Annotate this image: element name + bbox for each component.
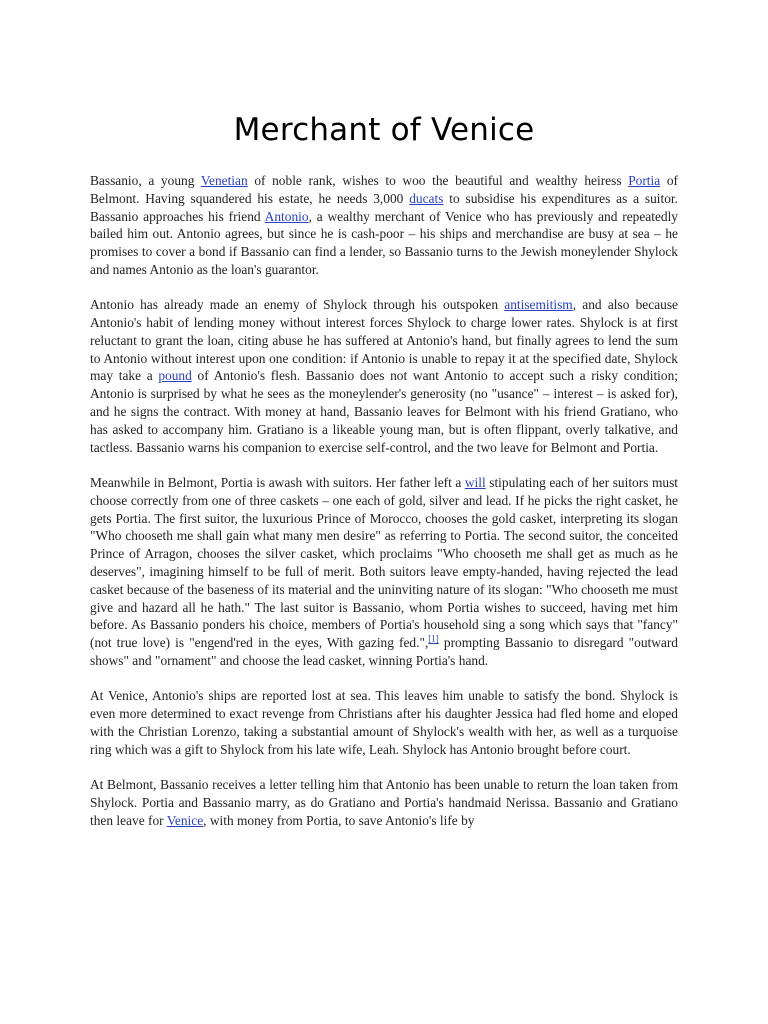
paragraph-4 — [90, 687, 678, 758]
paragraph-5 — [90, 776, 678, 829]
document-page — [90, 108, 678, 847]
paragraph-text: , with money from Portia, to save Antonio's life by — [203, 812, 475, 828]
paragraph-2 — [90, 296, 678, 456]
paragraph-text: Bassanio, a young — [90, 173, 201, 188]
paragraph-3 — [90, 474, 678, 670]
paragraph-text: At Belmont, Bassanio receives a letter telling him that Antonio has been unable to return the loan taken from Shylock. Portia and Bassanio marry, as do Gratiano and Portia's handmaid Nerissa. Bassanio and Gratiano then leave for — [90, 776, 678, 828]
paragraph-text: to subsidise his expenditures as a suitor. Bassanio approaches his friend — [90, 190, 678, 224]
link-portia[interactable]: Portia — [628, 173, 661, 188]
link-pound[interactable]: pound — [158, 368, 192, 384]
paragraph-text: of Belmont. Having squandered his estate, he needs 3,000 — [90, 173, 678, 206]
paragraph-text: prompting Bassanio to disregard "outward shows" and "ornament" and choose the lead casket, winning Portia's hand. — [90, 635, 678, 668]
paragraph-text: At Venice, Antonio's ships are reported lost at sea. This leaves him unable to satisfy the bond. Shylock is even more determined to exact revenge from Christians after his daughter Jessica had fled home and eloped with the Christian Lorenzo, taking a substantial amount of Shylock's wealth with her, as well as a turquoise ring which was a gift to Shylock from his late wife, Leah. Shylock has Antonio brought before court. — [90, 688, 678, 757]
paragraph-text: of Antonio's flesh. Bassanio does not want Antonio to accept such a risky condition; Antonio is surprised by what he sees as the moneylender's generosity (no "usance" – interest – is asked for), and he signs the contract. With money at hand, Bassanio leaves for Belmont with his friend Gratiano, who has asked to accompany him. Gratiano is a likeable young man, but is often flippant, overly talkative, and tactless. Bassanio warns his companion to exercise self-control, and the two leave for Belmont and Portia. — [90, 368, 679, 455]
paragraph-text: of noble rank, wishes to woo the beautiful and wealthy heiress — [247, 173, 629, 188]
link-antonio[interactable]: Antonio — [264, 208, 309, 224]
link-antisemitism[interactable]: antisemitism — [504, 297, 573, 313]
paragraph-text: stipulating each of her suitors must choose correctly from one of three caskets – one each of gold, silver and lead. If he picks the right casket, he gets Portia. The first suitor, the luxurious Prince of Morocco, chooses the gold casket, interpreting its slogan "Who chooseth me shall gain what many men desire" as referring to Portia. The second suitor, the conceited Prince of Arragon, chooses the silver casket, which proclaims "Who chooseth me shall get as much as he deserves", imagining himself to be full of merit. Both suitors leave empty-handed, having rejected the lead casket because of the baseness of its material and the uninviting nature of its slogan: "Who chooseth me must give and hazard all he hath." The last suitor is Bassanio, whom Portia wishes to succeed, having met him before. As Bassanio ponders his choice, members of Portia's household sing a song which says that "fancy" (not true love) is "engend'red in the eyes, With gazing fed.", — [90, 474, 678, 651]
paragraph-1 — [90, 172, 678, 279]
link-venetian[interactable]: Venetian — [200, 173, 248, 188]
paragraph-text: , and also because Antonio's habit of lending money without interest forces Shylock to charge lower rates. Shylock is at first reluctant to grant the loan, citing abuse he has suffered at Antonio's hand, but finally agrees to lend the sum to Antonio without interest upon one condition: if Antonio is unable to repay it at the specified date, Shylock may take a — [90, 297, 678, 384]
page-title: Merchant of Venice — [233, 112, 535, 148]
link-ducats[interactable]: ducats — [409, 190, 444, 206]
paragraph-text: Meanwhile in Belmont, Portia is awash with suitors. Her father left a — [90, 474, 465, 490]
paragraph-text: Antonio has already made an enemy of Shylock through his outspoken — [90, 297, 505, 313]
footnote-reference-link[interactable]: [1] — [428, 633, 439, 644]
link-venice[interactable]: Venice — [166, 812, 204, 828]
link-will[interactable]: will — [464, 474, 486, 490]
paragraph-text: , a wealthy merchant of Venice who has previously and repeatedly bailed him out. Antonio agrees, but since he is cash-poor – his ships and merchandise are busy at sea – he promises to cover a bond if Bassanio can find a lender, so Bassanio turns to the Jewish moneylender Shylock and names Antonio as the loan's guarantor. — [90, 208, 679, 277]
